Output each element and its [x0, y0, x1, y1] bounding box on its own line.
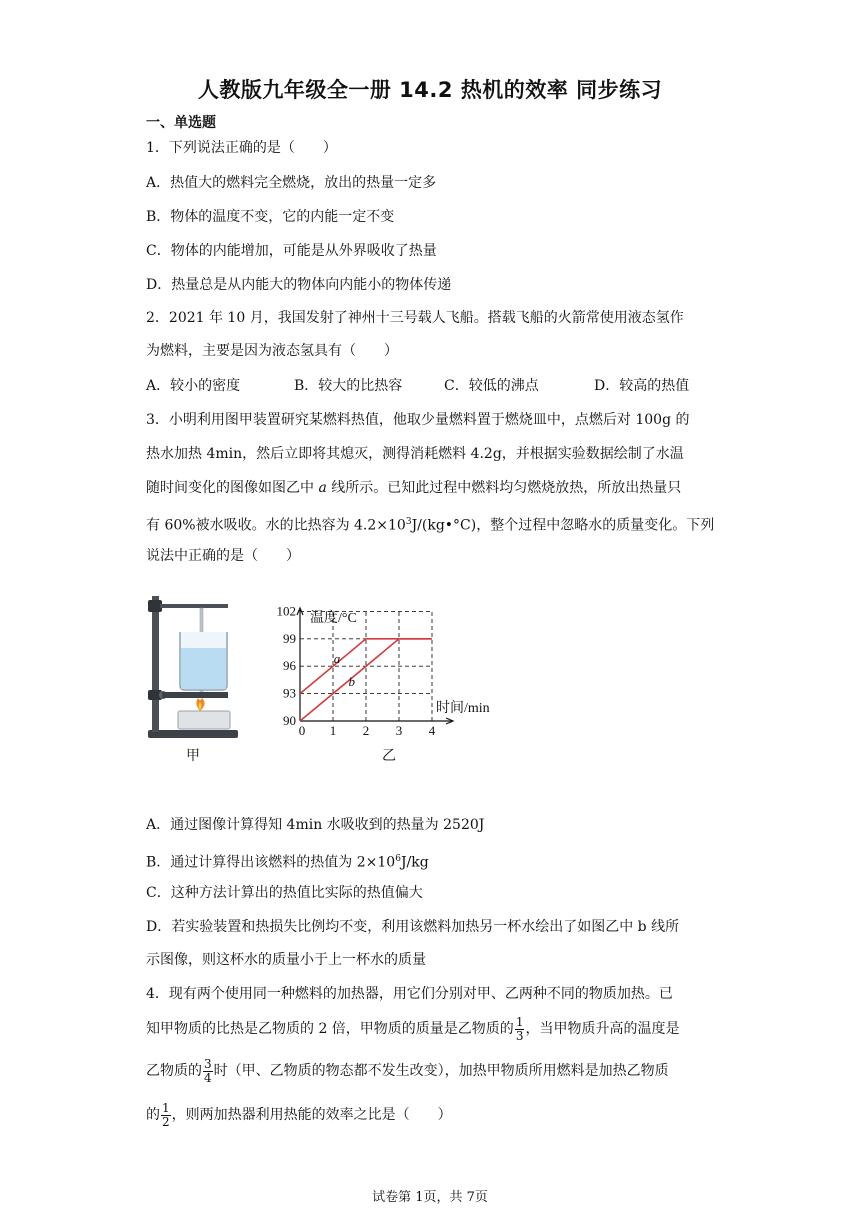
q3-line-3-part-1: 随时间变化的图像如图乙中 [146, 480, 319, 496]
q3-line-3 [146, 478, 681, 498]
q4-line-2 [146, 1014, 679, 1044]
q2-option-c: C．较低的沸点 [444, 378, 539, 394]
figure-apparatus [140, 590, 250, 765]
q1-stem: 1．下列说法正确的是（ ） [146, 140, 337, 156]
upper-arm [160, 604, 228, 608]
y-tick-label: 102 [276, 603, 296, 619]
q4-line-1: 4．现有两个使用同一种燃料的加热器，用它们分别对甲、乙两种不同的物质加热。已 [146, 986, 673, 1002]
beaker-water [181, 648, 226, 689]
x-tick-label: 1 [329, 723, 337, 738]
q2-option-d: D．较高的热值 [594, 378, 690, 394]
x-tick-label: 4 [428, 723, 436, 738]
y-tick-label: 93 [283, 685, 296, 701]
q4-line-4 [146, 1100, 452, 1130]
fraction-denominator: 4 [204, 1070, 212, 1085]
q1-option-a: A．热值大的燃料完全燃烧，放出的热量一定多 [146, 175, 437, 191]
q1-option-c: C．物体的内能增加，可能是从外界吸收了热量 [146, 243, 437, 259]
q3-option-b-part-1: B．通过计算得出该燃料的热值为 2×10 [146, 854, 396, 871]
q3-option-b [146, 849, 429, 873]
q3-line-4-sup: 3 [405, 517, 412, 527]
q2-option-b: B．较大的比热容 [294, 378, 403, 394]
section-heading: 一、单选题 [146, 115, 216, 131]
q4-line-3-part-2: 时（甲、乙物质的物态都不发生改变），加热甲物质所用燃料是加热乙物质 [213, 1063, 669, 1079]
y-tick-label: 96 [283, 658, 296, 674]
upper-clamp [148, 600, 162, 612]
q3-option-b-sup: 6 [395, 854, 401, 864]
figure-apparatus-caption: 甲 [186, 748, 200, 764]
x-tick-label: 3 [395, 723, 403, 738]
fraction-three-quarters [203, 1058, 213, 1085]
wire-gauze [162, 692, 228, 698]
q3-option-a: A．通过图像计算得知 4min 水吸收到的热量为 2520J [146, 817, 485, 833]
q4-line-2-part-2: ，当甲物质升高的温度是 [525, 1021, 680, 1037]
chart-x-label: 时间/min [436, 701, 490, 716]
q4-line-4-part-1: 的 [146, 1107, 160, 1123]
q3-line-4 [146, 512, 714, 536]
temperature-time-chart [270, 600, 510, 745]
q4-line-4-part-2: ，则两加热器利用热能的效率之比是（ ） [171, 1107, 452, 1123]
stand-rod [152, 596, 159, 732]
series-label-a: a [333, 650, 341, 666]
figure-chart-caption: 乙 [382, 748, 396, 764]
x-tick-label: 0 [298, 723, 306, 738]
y-tick-label: 90 [283, 713, 296, 728]
q3-option-d-line-2: 示图像，则这杯水的质量小于上一杯水的质量 [146, 952, 426, 968]
q3-line-3-part-2: 线所示。已知此过程中燃料均匀燃烧放热，所放出热量只 [326, 480, 682, 496]
chart-series [300, 639, 432, 721]
fraction-one-half [161, 1102, 171, 1129]
fraction-denominator: 2 [162, 1114, 170, 1129]
q3-line-5: 说法中正确的是（ ） [146, 548, 300, 564]
page-title: 人教版九年级全一册 14.2 热机的效率 同步练习 [197, 78, 663, 102]
series-line-b [300, 639, 432, 721]
q3-line-4-part-1: 有 60%被水吸收。水的比热容为 4.2×10 [146, 517, 406, 534]
q1-option-d: D．热量总是从内能大的物体向内能小的物体传递 [146, 277, 452, 293]
q4-line-3-part-1: 乙物质的 [146, 1063, 202, 1079]
series-label-b: b [348, 674, 356, 690]
fraction-one-third [515, 1016, 525, 1043]
q3-option-b-part-2: J/kg [400, 854, 429, 871]
q4-line-3 [146, 1056, 669, 1086]
fraction-numerator: 1 [162, 1100, 170, 1115]
y-tick-label: 99 [283, 630, 296, 646]
q2-option-a: A．较小的密度 [146, 378, 241, 394]
fraction-denominator: 3 [515, 1028, 524, 1043]
q3-line-1: 3．小明利用图甲装置研究某燃料热值，他取少量燃料置于燃烧皿中，点燃后对 100g 的 [146, 412, 690, 428]
q2-line-2: 为燃料，主要是因为液态氢具有（ ） [146, 343, 398, 359]
x-tick-label: 2 [362, 723, 370, 738]
stand-base [148, 730, 238, 738]
q3-line-2: 热水加热 4min，然后立即将其熄灭，测得消耗燃料 4.2g，并根据实验数据绘制了水温 [146, 446, 684, 462]
q3-line-3-italic: a [318, 480, 327, 496]
burner-dish [178, 711, 230, 729]
fraction-numerator: 1 [515, 1014, 524, 1029]
q4-line-2-part-1: 知甲物质的比热是乙物质的 2 倍，甲物质的质量是乙物质的 [146, 1021, 514, 1037]
q3-option-c: C．这种方法计算出的热值比实际的热值偏大 [146, 885, 423, 901]
fraction-numerator: 3 [204, 1056, 212, 1071]
q3-option-d-line-1: D．若实验装置和热损失比例均不变，利用该燃料加热另一杯水绘出了如图乙中 b 线所 [146, 919, 680, 935]
q1-option-b: B．物体的温度不变，它的内能一定不变 [146, 209, 395, 225]
page-footer: 试卷第 1页，共 7页 [372, 1190, 488, 1205]
chart-y-label: 温度/°C [310, 611, 357, 626]
q3-line-4-part-2: J/(kg•°C)，整个过程中忽略水的质量变化。下列 [411, 517, 715, 534]
q2-line-1: 2．2021 年 10 月，我国发射了神州十三号载人飞船。搭载飞船的火箭常使用液态氢作 [146, 310, 684, 326]
